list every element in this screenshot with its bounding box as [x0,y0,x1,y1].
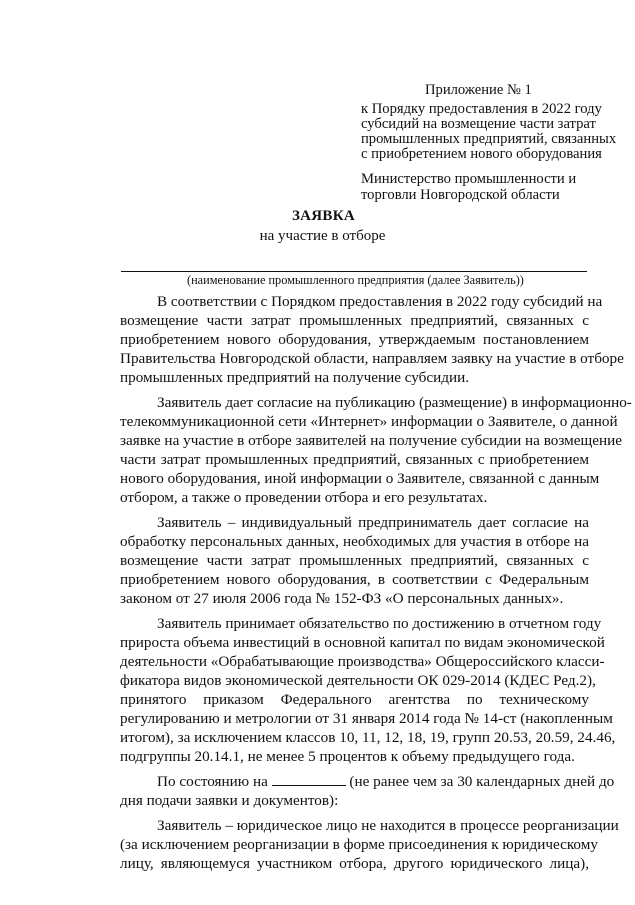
paragraph-line: Заявитель – индивидуальный предприниматель дает согласие на [157,514,589,531]
paragraph-line: дня подачи заявки и документов): [120,792,339,809]
appendix-subtitle-line: с приобретением нового оборудования [361,146,602,162]
ministry-addressee [361,171,623,203]
paragraph [120,816,619,873]
document-body [120,292,632,879]
paragraph-line: По состоянию на (не ранее чем за 30 календарных дней до [157,773,615,790]
paragraph [120,292,624,387]
paragraph [120,772,615,810]
paragraph-line: приобретением нового оборудования, утверждаемым постановлением [120,331,589,348]
paragraph-line: части затрат промышленных предприятий, связанных с приобретением [120,451,589,468]
document-subtitle: на участие в отборе [259,228,386,244]
date-blank-field [272,772,346,786]
paragraph-line: приобретением нового оборудования, в соответствии с Федеральным [120,571,589,588]
paragraph-line: лицу, являющемуся участником отбора, другого юридического лица), [120,855,589,872]
paragraph-line: (за исключением реорганизации в форме присоединения к юридическому [120,836,598,853]
paragraph-line: промышленных предприятий на получение субсидии. [120,369,470,386]
enterprise-name-line [121,271,587,272]
paragraph [120,513,589,608]
appendix-subtitle-line: промышленных предприятий, связанных [361,131,617,147]
paragraph-line: В соответствии с Порядком предоставления в 2022 году субсидий на [157,293,603,310]
enterprise-name-caption: (наименование промышленного предприятия (далее Заявитель)) [187,273,524,287]
paragraph-line: возмещение части затрат промышленных предприятий, связанных с [120,552,589,569]
appendix-number: Приложение № 1 [425,82,532,98]
paragraph-line: деятельности «Обрабатывающие производства» Общероссийского класси- [120,653,605,670]
paragraph-line: нового оборудования, иной информации о Заявителе, связанной с данным [120,470,600,487]
paragraph-line: подгруппы 20.14.1, не менее 5 процентов к объему предыдущего года. [120,748,575,765]
paragraph-line: обработку персональных данных, необходимых для участия в отборе на [120,533,589,550]
paragraph-line: фикатора видов экономической деятельности ОК 029-2014 (КДЕС Ред.2), [120,672,596,689]
appendix-header [361,82,623,203]
paragraph-line: Правительства Новгородской области, направляем заявку на участие в отборе [120,350,624,367]
appendix-subtitle-line: к Порядку предоставления в 2022 году [361,101,602,117]
paragraph-line: законом от 27 июля 2006 года № 152-ФЗ «О персональных данных». [120,590,564,607]
ministry-line: торговли Новгородской области [361,187,560,203]
paragraph-line: Заявитель дает согласие на публикацию (размещение) в информационно- [157,394,632,411]
paragraph-line: отбором, а также о проведении отбора и его результатах. [120,489,488,506]
paragraph-line: Заявитель – юридическое лицо не находится в процессе реорганизации [157,817,619,834]
paragraph-line: регулированию и метрологии от 31 января 2014 года № 14-ст (накопленным [120,710,613,727]
paragraph-line: итогом), за исключением классов 10, 11, 12, 18, 19, групп 20.53, 20.59, 24.46, [120,729,616,746]
ministry-line: Министерство промышленности и [361,171,577,187]
paragraph-line: телекоммуникационной сети «Интернет» информации о Заявителе, о данной [120,413,618,430]
paragraph [120,393,632,507]
appendix-subtitle-line: субсидий на возмещение части затрат [361,116,596,132]
paragraph [120,614,616,766]
appendix-subtitle [361,102,623,162]
paragraph-line: Заявитель принимает обязательство по достижению в отчетном году [157,615,602,632]
paragraph-line: заявке на участие в отборе заявителей на получение субсидии на возмещение [120,432,622,449]
paragraph-line: прироста объема инвестиций в основной капитал по видам экономической [120,634,605,651]
paragraph-line: возмещение части затрат промышленных предприятий, связанных с [120,312,589,329]
paragraph-line: принятого приказом Федерального агентства по техническому [120,691,589,708]
document-title: ЗАЯВКА [291,208,356,224]
